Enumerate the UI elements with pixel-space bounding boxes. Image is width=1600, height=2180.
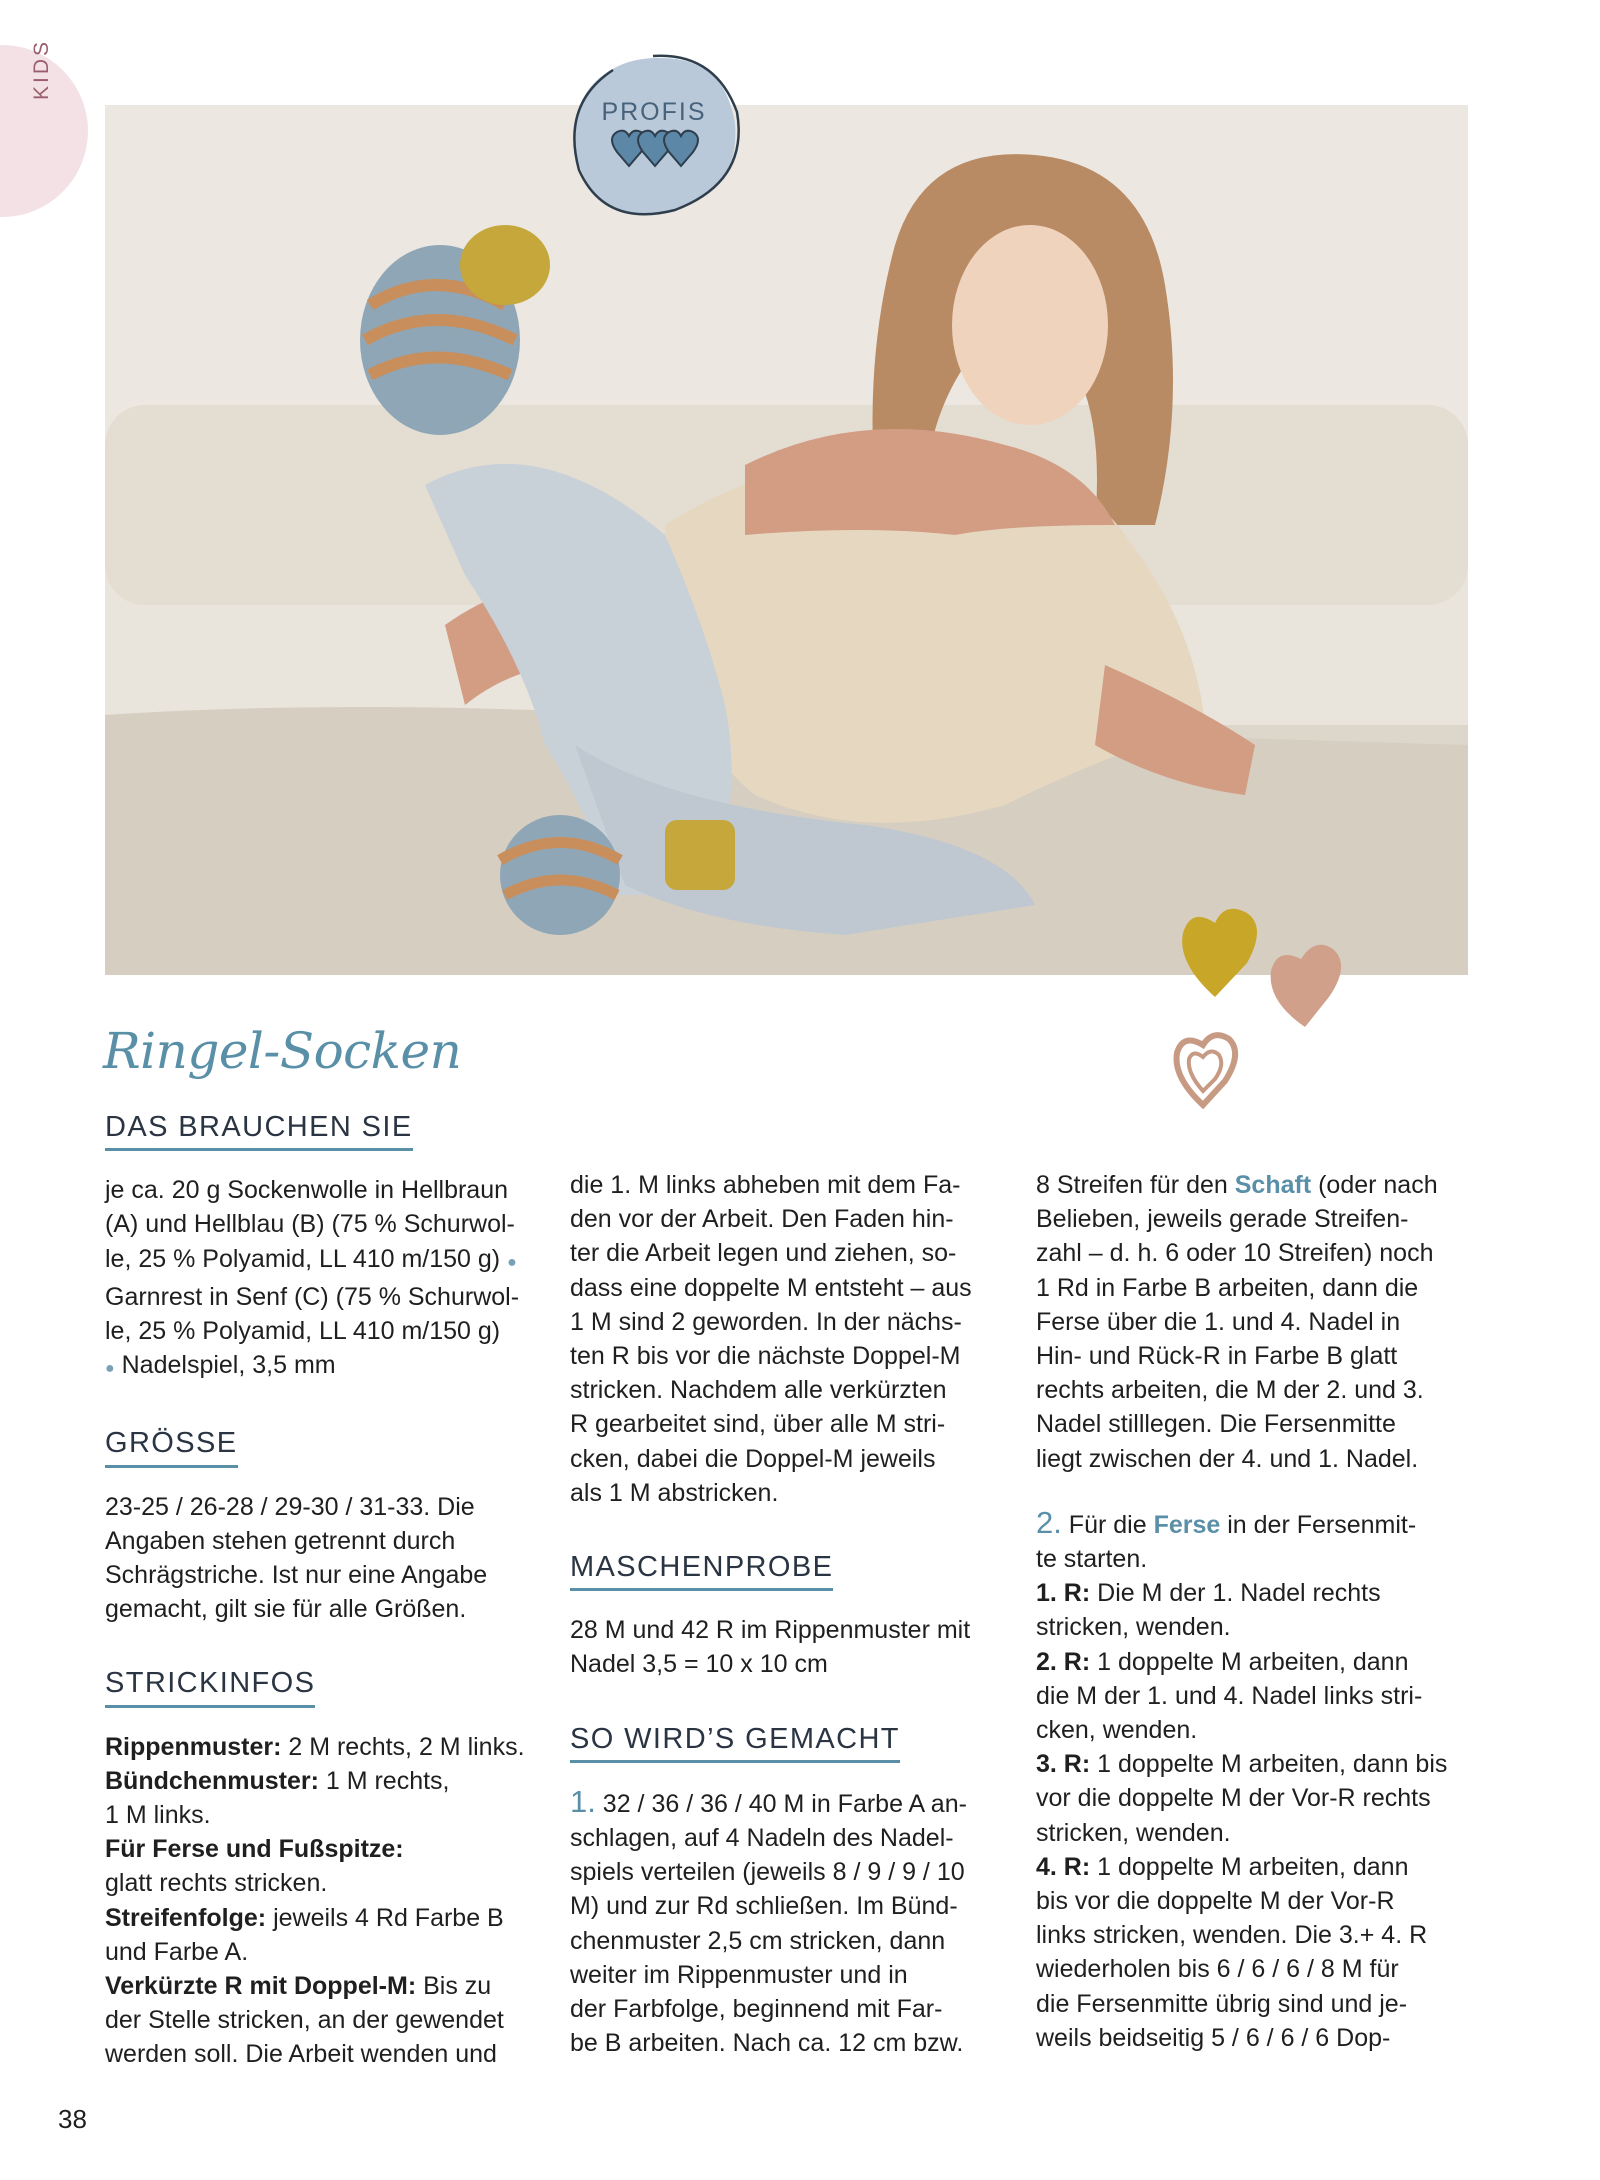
column-1 <box>105 1110 545 2072</box>
info-label: Streifenfolge: <box>105 1903 267 1932</box>
materials-line: le, 25 % Polyamid, LL 410 m/150 g) <box>105 1317 501 1346</box>
info-label: Rippenmuster: <box>105 1732 282 1761</box>
body-line: Ferse über die 1. und 4. Nadel in <box>1036 1307 1401 1336</box>
heading-so-wirds-gemacht: SO WIRD’S GEMACHT <box>570 1722 900 1763</box>
step-line: be B arbeiten. Nach ca. 12 cm bzw. <box>570 2029 964 2058</box>
body-line: den vor der Arbeit. Den Faden hin- <box>570 1205 954 1234</box>
decorative-hearts <box>1155 905 1365 1115</box>
step-line: te starten. <box>1036 1545 1148 1574</box>
row-line: vor die doppelte M der Vor-R rechts <box>1036 1784 1431 1813</box>
step-line: schlagen, auf 4 Nadeln des Nadel- <box>570 1824 954 1853</box>
row-line: bis vor die doppelte M der Vor-R <box>1036 1887 1395 1916</box>
row-line: cken, wenden. <box>1036 1716 1198 1745</box>
column-3 <box>1036 1168 1476 2055</box>
step-line: spiels verteilen (jeweils 8 / 9 / 9 / 10 <box>570 1858 965 1887</box>
step-text: in der Fersenmit- <box>1220 1510 1417 1539</box>
step-number: 2. <box>1036 1504 1062 1540</box>
info-label: Bündchenmuster: <box>105 1766 319 1795</box>
badge-shape <box>565 52 743 222</box>
step-line: weiter im Rippenmuster und in <box>570 1960 908 1989</box>
badge-label: PROFIS <box>601 98 707 126</box>
materials-line: (A) und Hellblau (B) (75 % Schurwol- <box>105 1210 515 1239</box>
heart-tan-icon <box>1271 945 1341 1027</box>
body-line: 1 M sind 2 geworden. In der nächs- <box>570 1307 962 1336</box>
body-line: R gearbeitet sind, über alle M stri- <box>570 1410 946 1439</box>
photo-child-illustration <box>105 105 1468 975</box>
row-line <box>1036 1645 1476 1679</box>
row-text: Die M der 1. Nadel rechts <box>1090 1579 1381 1608</box>
info-line <box>105 1730 545 1764</box>
body-line: als 1 M abstricken. <box>570 1478 779 1507</box>
body-line: ten R bis vor die nächste Doppel-M <box>570 1342 961 1371</box>
step-line: M) und zur Rd schließen. Im Bünd- <box>570 1892 958 1921</box>
info-line <box>105 1969 545 2003</box>
row-label: 3. R: <box>1036 1750 1091 1779</box>
info-label: Für Ferse und Fußspitze: <box>105 1835 404 1864</box>
step-number: 1. <box>570 1783 596 1819</box>
body-line: Hin- und Rück-R in Farbe B glatt <box>1036 1342 1398 1371</box>
size-line: gemacht, gilt sie für alle Größen. <box>105 1595 467 1624</box>
heading-strickinfos: STRICKINFOS <box>105 1666 315 1707</box>
body-line: die 1. M links abheben mit dem Fa- <box>570 1171 961 1199</box>
hero-photo <box>105 105 1468 975</box>
gauge-line: Nadel 3,5 = 10 x 10 cm <box>570 1650 828 1679</box>
body-line: Nadel stilllegen. Die Fersenmitte <box>1036 1410 1396 1439</box>
row-line: links stricken, wenden. Die 3.+ 4. R <box>1036 1921 1428 1950</box>
row-text: 1 doppelte M arbeiten, dann <box>1090 1647 1409 1676</box>
body-line: stricken. Nachdem alle verkürzten <box>570 1376 947 1405</box>
body-text: 8 Streifen für den <box>1036 1171 1235 1199</box>
row-line: stricken, wenden. <box>1036 1613 1231 1642</box>
heading-maschenprobe: MASCHENPROBE <box>570 1550 833 1591</box>
keyword-ferse: Ferse <box>1153 1510 1221 1539</box>
yarn-ball-icon: ● <box>507 1253 517 1271</box>
step-line <box>1036 1506 1476 1542</box>
page-title: Ringel-Socken <box>103 1022 462 1080</box>
body-line: Belieben, jeweils gerade Streifen- <box>1036 1205 1409 1234</box>
size-line: Angaben stehen getrennt durch <box>105 1526 456 1555</box>
body-line: ter die Arbeit legen und ziehen, so- <box>570 1239 957 1268</box>
step-line: chenmuster 2,5 cm stricken, dann <box>570 1926 946 1955</box>
heading-das-brauchen-sie: DAS BRAUCHEN SIE <box>105 1110 413 1151</box>
info-text: jeweils 4 Rd Farbe B <box>266 1903 504 1932</box>
info-line: glatt rechts stricken. <box>105 1869 328 1898</box>
info-line: werden soll. Die Arbeit wenden und <box>105 2040 497 2069</box>
info-label: Verkürzte R mit Doppel-M: <box>105 1972 417 2001</box>
difficulty-badge <box>565 52 743 222</box>
row-line: weils beidseitig 5 / 6 / 6 / 6 Dop- <box>1036 2023 1391 2052</box>
materials-text: Nadelspiel, 3,5 mm <box>121 1351 336 1380</box>
body-line <box>1036 1168 1476 1202</box>
body-line: 1 Rd in Farbe B arbeiten, dann die <box>1036 1273 1419 1302</box>
info-line <box>105 1764 545 1798</box>
info-text: 2 M rechts, 2 M links. <box>281 1732 525 1761</box>
column-2 <box>570 1168 1010 2060</box>
body-line: liegt zwischen der 4. und 1. Nadel. <box>1036 1444 1419 1473</box>
materials-line <box>105 1348 545 1386</box>
side-tab-label: KIDS <box>30 38 53 100</box>
row-line <box>1036 1576 1476 1610</box>
row-label: 1. R: <box>1036 1579 1091 1608</box>
size-line: 23-25 / 26-28 / 29-30 / 31-33. Die <box>105 1492 475 1521</box>
materials-line: je ca. 20 g Sockenwolle in Hellbraun <box>105 1176 509 1205</box>
three-hearts-icon <box>612 131 698 166</box>
step-text: 32 / 36 / 36 / 40 M in Farbe A an- <box>595 1789 967 1818</box>
materials-text: le, 25 % Polyamid, LL 410 m/150 g) <box>105 1244 501 1273</box>
row-label: 4. R: <box>1036 1852 1091 1881</box>
row-text: 1 doppelte M arbeiten, dann <box>1090 1852 1409 1881</box>
body-text: (oder nach <box>1311 1171 1438 1199</box>
info-line <box>105 1901 545 1935</box>
body-line: rechts arbeiten, die M der 2. und 3. <box>1036 1376 1424 1405</box>
info-line: der Stelle stricken, an der gewendet <box>105 2006 504 2035</box>
step-line: der Farbfolge, beginnend mit Far- <box>570 1995 943 2024</box>
row-line: stricken, wenden. <box>1036 1818 1231 1847</box>
materials-line <box>105 1242 545 1280</box>
size-line: Schrägstriche. Ist nur eine Angabe <box>105 1561 488 1590</box>
keyword-schaft: Schaft <box>1234 1171 1312 1199</box>
row-line: die Fersenmitte übrig sind und je- <box>1036 1989 1408 2018</box>
body-line: cken, dabei die Doppel-M jeweils <box>570 1444 936 1473</box>
heading-groesse: GRÖSSE <box>105 1426 238 1467</box>
info-line: und Farbe A. <box>105 1937 249 1966</box>
heart-mustard-icon <box>1182 909 1257 997</box>
row-text: 1 doppelte M arbeiten, dann bis <box>1090 1750 1448 1779</box>
row-line: die M der 1. und 4. Nadel links stri- <box>1036 1681 1423 1710</box>
materials-line: Garnrest in Senf (C) (75 % Schurwol- <box>105 1282 520 1311</box>
step-text: Für die <box>1061 1510 1154 1539</box>
row-line: wiederholen bis 6 / 6 / 6 / 8 M für <box>1036 1955 1399 1984</box>
body-line: dass eine doppelte M entsteht – aus <box>570 1273 972 1302</box>
info-line <box>105 1832 545 1866</box>
info-text: Bis zu <box>416 1972 492 2001</box>
info-line: 1 M links. <box>105 1801 211 1830</box>
info-text: 1 M rechts, <box>318 1766 450 1795</box>
page-number: 38 <box>58 2104 87 2134</box>
body-line: zahl – d. h. 6 oder 10 Streifen) noch <box>1036 1239 1434 1268</box>
row-line <box>1036 1747 1476 1781</box>
step-line <box>570 1785 1010 1821</box>
row-line <box>1036 1850 1476 1884</box>
gauge-line: 28 M und 42 R im Rippenmuster mit <box>570 1616 971 1645</box>
yarn-ball-icon: ● <box>105 1360 115 1378</box>
heart-outline-icon <box>1177 1035 1236 1105</box>
row-label: 2. R: <box>1036 1647 1091 1676</box>
